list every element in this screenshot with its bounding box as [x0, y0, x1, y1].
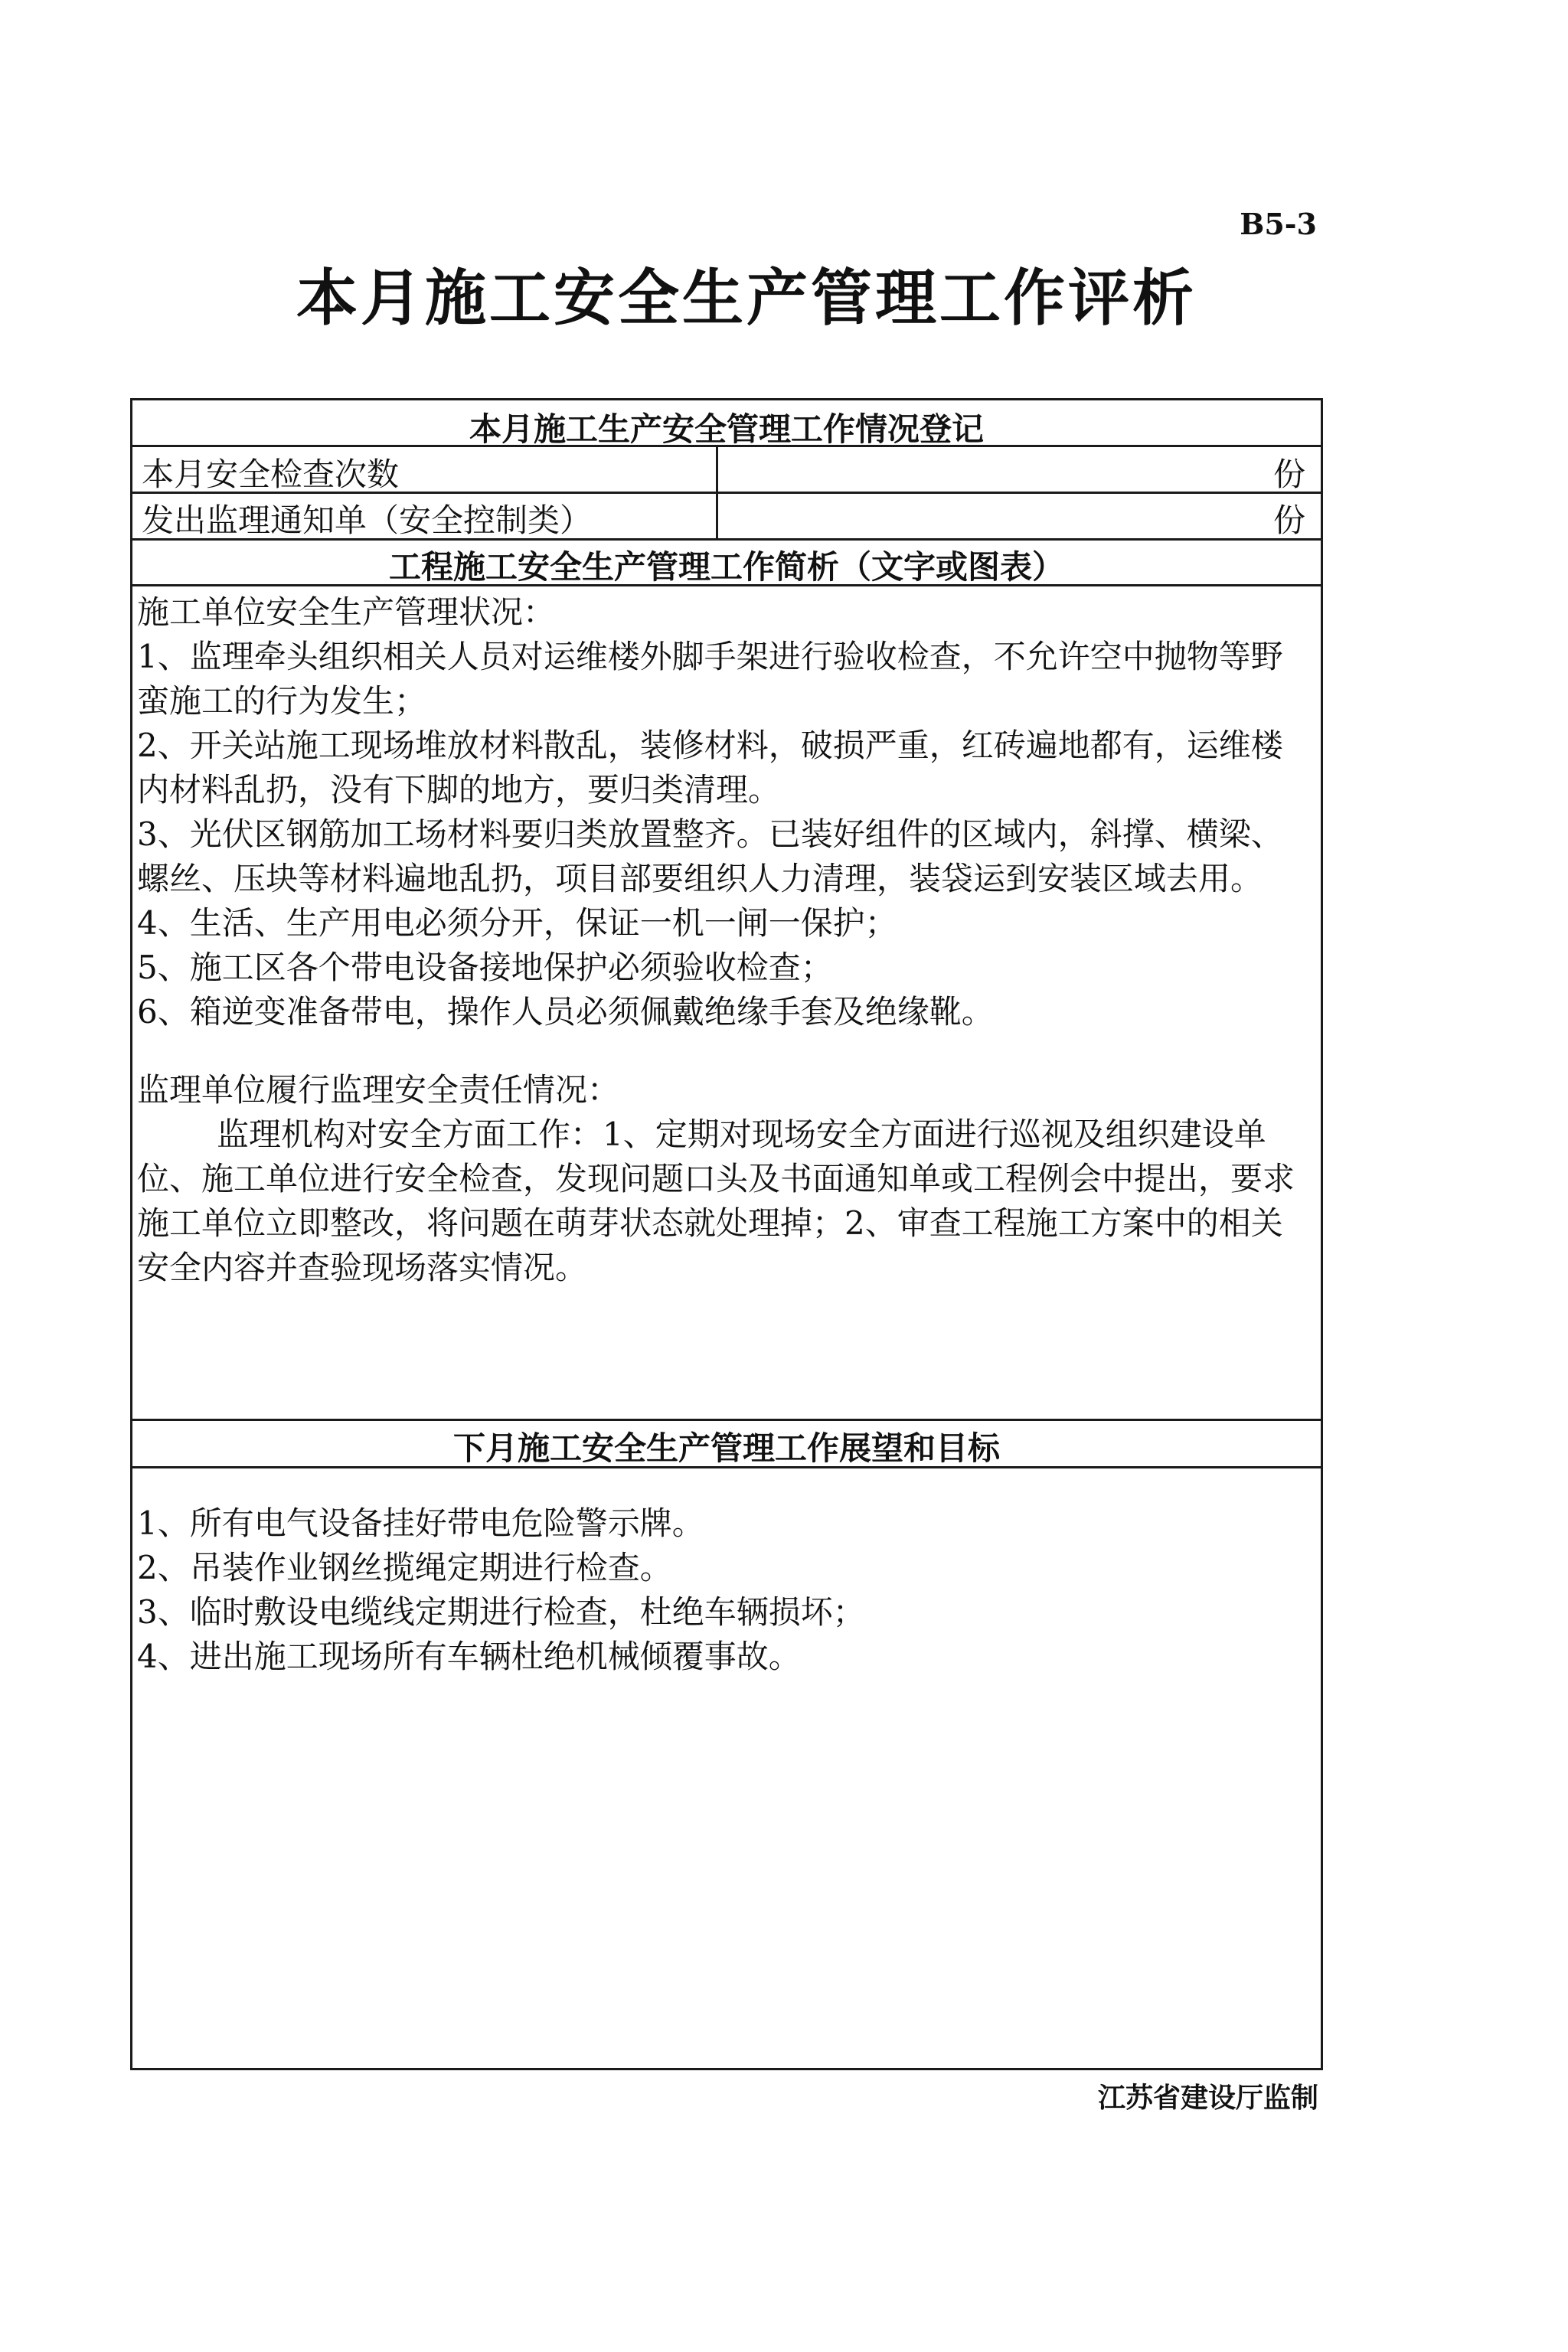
divider — [132, 538, 1321, 541]
divider — [132, 584, 1321, 586]
divider — [132, 1419, 1321, 1421]
outlook-item: 1、所有电气设备挂好带电危险警示牌。 — [137, 1504, 704, 1542]
outlook-item: 3、临时敷设电缆线定期进行检查，杜绝车辆损坏； — [137, 1593, 865, 1631]
divider — [132, 492, 1321, 494]
registration-heading: 本月施工生产安全管理工作情况登记 — [469, 410, 984, 448]
contractor-item: 6、箱逆变准备带电，操作人员必须佩戴绝缘手套及绝缘靴。 — [137, 993, 994, 1031]
spacer — [137, 1034, 1308, 1068]
outlook-item: 4、进出施工现场所有车辆杜绝机械倾覆事故。 — [137, 1638, 801, 1675]
supervisor-duty-text: 监理机构对安全方面工作：1、定期对现场安全方面进行巡视及组织建设单位、施工单位进行安全检查，发现问题口头及书面通知单或工程例会中提出，要求施工单位立即整改，将问题在萌芽状态就处理掉；2、审查工程施工方案中的相关安全内容并查验现场落实情况。 — [137, 1116, 1295, 1286]
form-table — [130, 398, 1323, 2070]
issuer-footer: 江苏省建设厅监制 — [1097, 2082, 1318, 2114]
notice-count-label: 发出监理通知单（安全控制类） — [142, 501, 593, 539]
outlook-heading: 下月施工安全生产管理工作展望和目标 — [452, 1429, 1000, 1467]
inspection-count-label: 本月安全检查次数 — [142, 456, 400, 493]
form-code: B5-3 — [1240, 207, 1317, 241]
inspection-count-unit: 份 — [1272, 456, 1305, 493]
document-title: 本月施工安全生产管理工作评析 — [296, 263, 1197, 334]
outlook-content — [137, 1501, 1308, 1679]
analysis-content — [137, 590, 1308, 1290]
divider — [132, 1466, 1321, 1468]
notice-count-unit: 份 — [1272, 501, 1305, 539]
contractor-status-title: 施工单位安全生产管理状况： — [137, 593, 556, 631]
outlook-item: 2、吊装作业钢丝揽绳定期进行检查。 — [137, 1549, 672, 1586]
contractor-item: 4、生活、生产用电必须分开，保证一机一闸一保护； — [137, 904, 897, 942]
contractor-item: 2、开关站施工现场堆放材料散乱，装修材料，破损严重，红砖遍地都有，运维楼内材料乱扔，没有下脚的地方，要归类清理。 — [137, 727, 1283, 808]
contractor-item: 5、施工区各个带电设备接地保护必须验收检查； — [137, 949, 833, 986]
contractor-item: 3、光伏区钢筋加工场材料要归类放置整齐。已装好组件的区域内，斜撑、横梁、螺丝、压块等材料遍地乱扔，项目部要组织人力清理，装袋运到安装区域去用。 — [137, 815, 1283, 897]
supervisor-duty-title: 监理单位履行监理安全责任情况： — [137, 1071, 620, 1109]
contractor-item: 1、监理牵头组织相关人员对运维楼外脚手架进行验收检查，不允许空中抛物等野蛮施工的行为发生； — [137, 638, 1283, 720]
divider — [132, 445, 1321, 447]
analysis-heading: 工程施工安全生产管理工作简析（文字或图表） — [388, 548, 1064, 586]
column-divider — [716, 445, 718, 538]
